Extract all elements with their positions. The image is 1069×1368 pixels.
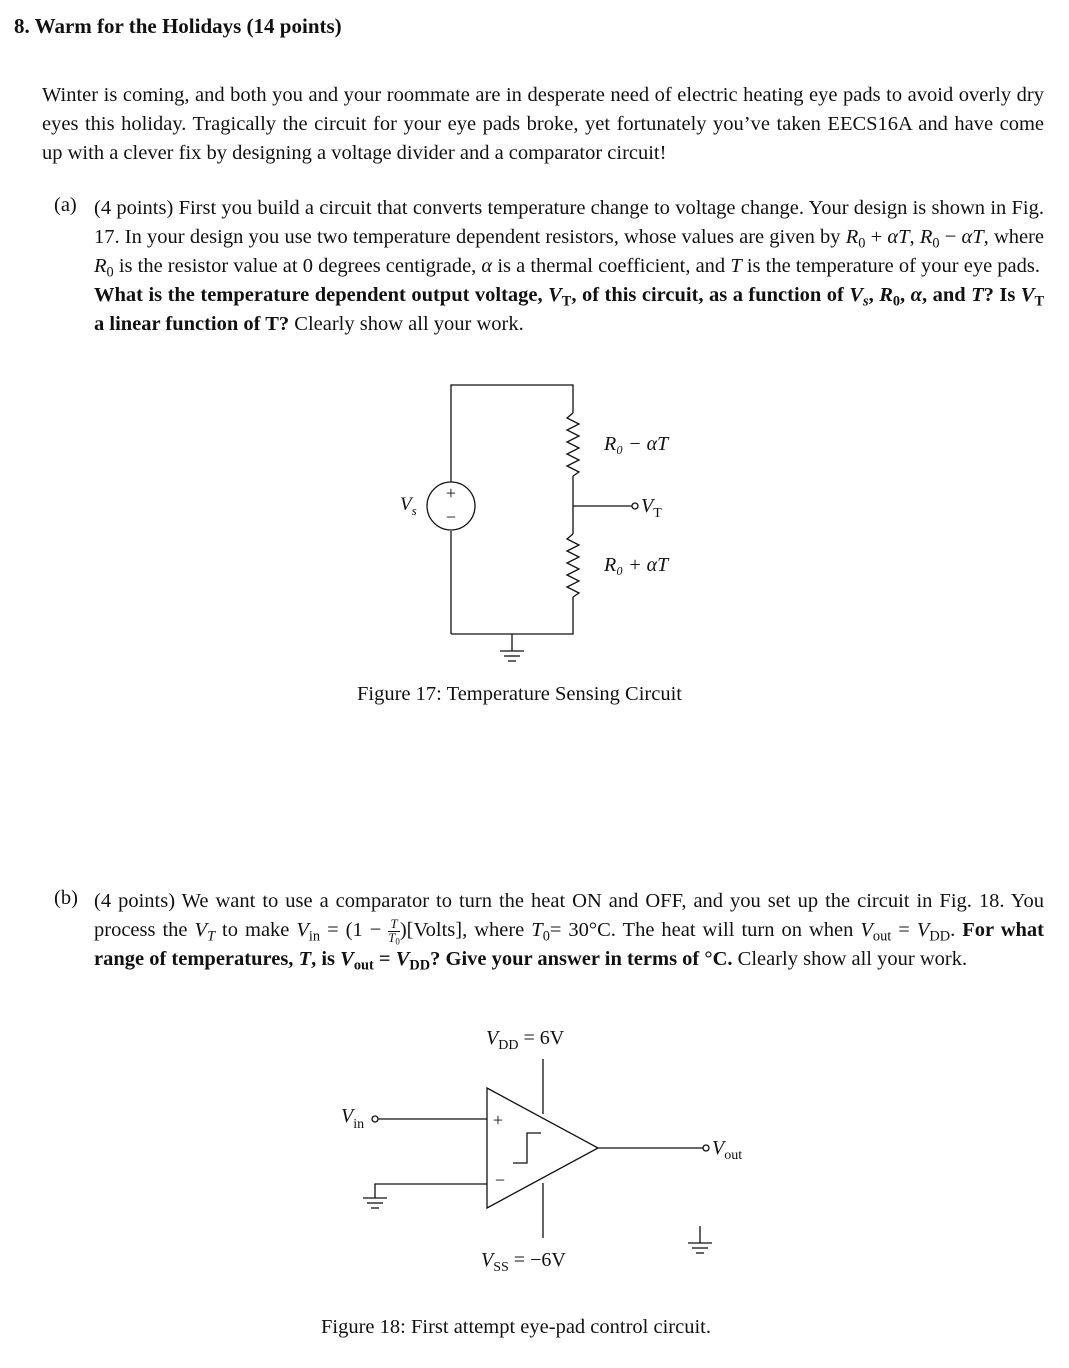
part-a-text: (4 points) First you build a circuit that converts temperature change to voltage change. Your design is shown in Fig. 17. In your design you use two temperature dependent resistors, whose values are given by $R_0 + \alpha T$, $R_0 - \alpha T$, where $R_0$ is the resistor value at 0 degrees centigrade, α is a thermal coefficient, and T is the temperature of your eye pads. What is the temperature dependent output voltage, $V_T$, of this circuit, as a function of $V_s$, $R_0$, α, and T? Is $V_T$ a linear function of T? Clearly show all your work.	[94, 197, 1045, 335]
part-b-text2: to make	[222, 919, 290, 941]
part-a-text5: is the temperature of your eye pads.	[746, 255, 1040, 277]
inverting-wire	[375, 1184, 487, 1198]
figure-17-caption: Figure 17: Temperature Sensing Circuit	[357, 683, 682, 705]
vout-label: $V_{out}$	[712, 1137, 743, 1163]
part-b-instruction: Clearly show all your work.	[737, 948, 968, 970]
problem-intro: Winter is coming, and both you and your roommate are in desperate need of electric heating eye pads to avoid overly dry eyes this holiday. Tragically the circuit for your eye pads broke, yet fortunately you’ve taken EECS16A and have come up with a clever fix by designing a voltage divider and a comparator circuit!	[42, 84, 1044, 164]
problem-title: 8. Warm for the Holidays (14 points)	[14, 14, 342, 38]
comparator-plus: +	[492, 1110, 504, 1130]
comparator-symbol	[513, 1133, 541, 1163]
comparator-minus: −	[494, 1170, 506, 1190]
figure-18-caption: Figure 18: First attempt eye-pad control circuit.	[321, 1316, 711, 1338]
part-a-text2: where	[993, 226, 1045, 248]
vin-terminal	[372, 1116, 378, 1122]
part-b-text: (4 points) We want to use a comparator to turn the heat ON and OFF, and you set up the circuit in Fig. 18. You process the $V_T$ to make $V_{in} = (1$ − $\frac{T}{T_0}$ )[Volts], where $T_0= 30^\circ C$. The heat will turn on when $V_{out} = V_{DD}$. For what range of temperatures, T, is $V_{out} = V_{DD}$? Give your answer in terms of °C. Clearly show all your work.	[94, 890, 1044, 974]
part-a-points: (4 points)	[94, 197, 174, 219]
part-b-text4: = 30°C. The heat will turn on when	[549, 919, 854, 941]
fraction-t-over-t0: $\frac{T}{T_0}$	[388, 917, 400, 947]
part-b-question: For what range of temperatures, T, is $V_{out} = V_{DD}$? Give your answer in terms of °C.	[94, 919, 1044, 974]
part-a-text3: is the resistor value at 0 degrees centigrade,	[118, 255, 477, 277]
part-a-text4: is a thermal coefficient, and	[497, 255, 726, 277]
part-a-text1: First you build a circuit that converts temperature change to voltage change. Your design is shown in Fig. 17. In your design you use two temperature dependent resistors, whose values are given by	[94, 197, 1044, 248]
wire-left-top	[451, 385, 573, 482]
source-minus: −	[445, 507, 457, 527]
wire-bottom	[451, 597, 573, 634]
part-b-points: (4 points)	[94, 890, 176, 912]
r-bottom-label: R₀ + αT	[604, 554, 669, 576]
vss-label: $V_{SS} = -6V$	[481, 1249, 566, 1275]
figure-18-circuit	[330, 1015, 790, 1280]
r-top-label: R₀ − αT	[604, 433, 669, 455]
resistor-bottom	[567, 534, 579, 597]
resistor-top	[567, 413, 579, 476]
part-a-question: What is the temperature dependent output voltage, $V_T$, of this circuit, as a function of $V_s$, $R_0$, α, and T? Is $V_T$ a linear function of T?	[94, 284, 1045, 335]
vdd-label: $V_{DD} = 6V$	[486, 1027, 565, 1053]
part-b-text3: [Volts], where	[406, 919, 525, 941]
part-a-instruction: Clearly show all your work.	[294, 313, 524, 335]
source-plus: +	[445, 483, 457, 503]
figure-17-circuit	[380, 378, 720, 670]
vt-label: $V_T$	[641, 495, 662, 521]
vin-label: $V_{in}$	[341, 1105, 365, 1132]
part-a-label: (a)	[54, 194, 77, 216]
part-b-text1: We want to use a comparator to turn the heat ON and OFF, and you set up the circuit in Fig. 18. You process the	[94, 890, 1044, 941]
vout-terminal	[703, 1145, 709, 1151]
vs-label: $V_s$	[400, 494, 417, 518]
part-b-label: (b)	[54, 887, 78, 909]
vt-terminal	[632, 503, 638, 509]
